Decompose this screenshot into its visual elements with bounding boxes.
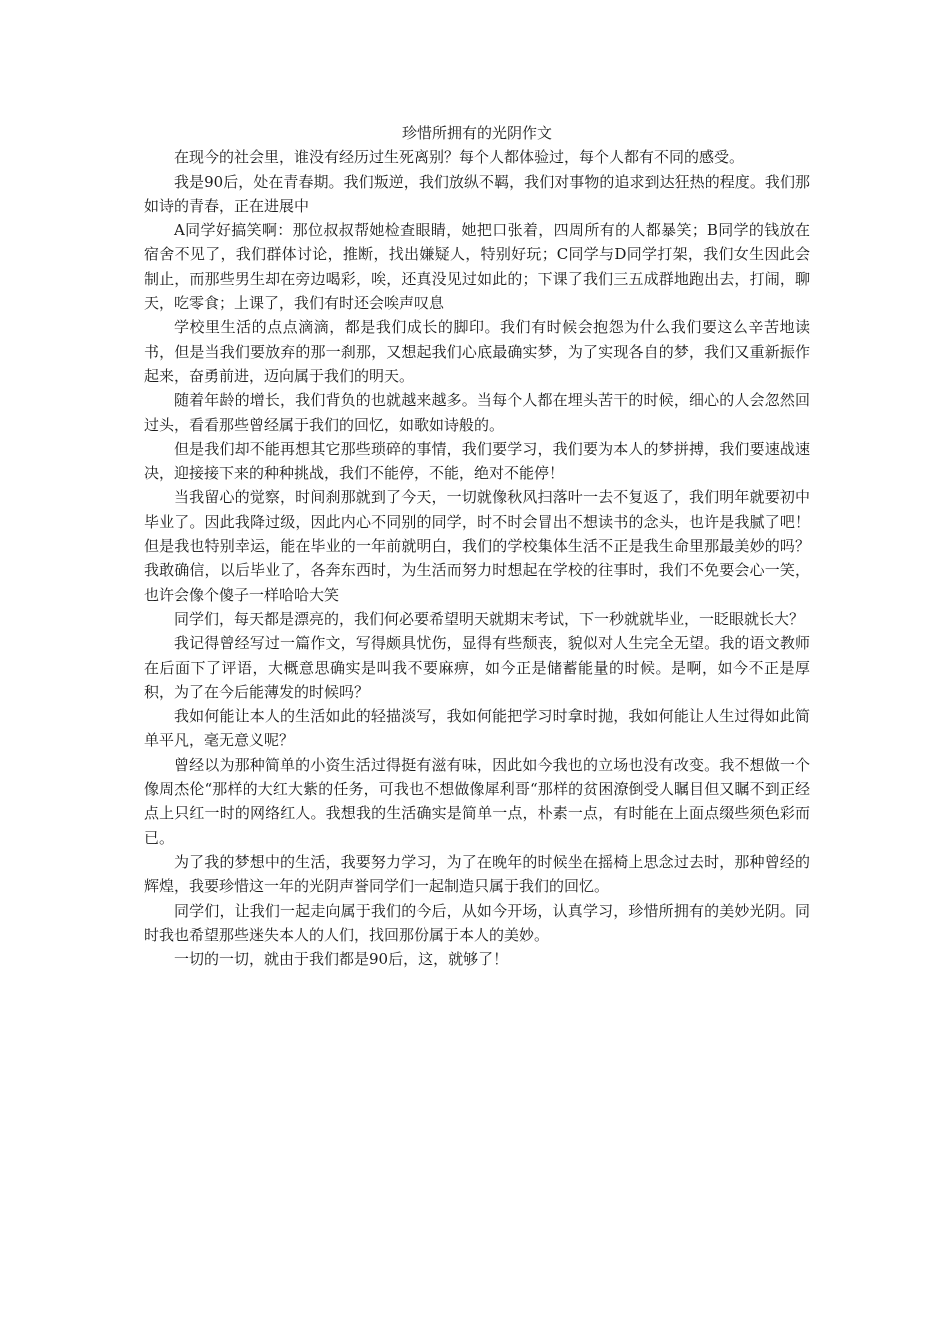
paragraph: 学校里生活的点点滴滴，都是我们成长的脚印。我们有时候会抱怨为什么我们要这么辛苦地读书，但是当我们要放弃的那一刹那，又想起我们心底最确实梦，为了实现各自的梦，我们又重新振作起来，奋勇前进，迈向属于我们的明天。: [144, 318, 810, 385]
paragraph: 随着年龄的增长，我们背负的也就越来越多。当每个人都在埋头苦干的时候，细心的人会忽然回过头，看看那些曾经属于我们的回忆，如歌如诗般的。: [144, 391, 810, 434]
paragraph: 但是我们却不能再想其它那些琐碎的事情，我们要学习，我们要为本人的梦拼搏，我们要速战速决，迎接接下来的种种挑战，我们不能停，不能，绝对不能停！: [144, 439, 810, 483]
paragraph: 我如何能让本人的生活如此的轻描淡写，我如何能把学习时拿时抛，我如何能让人生过得如此简单平凡，毫无意义呢？: [144, 707, 810, 750]
document-title: 珍惜所拥有的光阴作文: [401, 124, 552, 142]
paragraph: 一切的一切，就由于我们都是90后，这，就够了！: [174, 950, 509, 969]
paragraph: 同学们，让我们一起走向属于我们的今后，从如今开场，认真学习，珍惜所拥有的美妙光阴。同时我也希望那些迷失本人的人们，找回那份属于本人的美妙。: [144, 901, 810, 944]
paragraph: 同学们，每天都是漂亮的，我们何必要希望明天就期末考试，下一秒就就毕业，一眨眼就长大？: [174, 609, 805, 628]
paragraph: A同学好搞笑啊：那位叔叔帮她检查眼睛，她把口张着，四周所有的人都暴笑；B同学的钱放在宿舍不见了，我们群体讨论，推断，找出嫌疑人，特别好玩；C同学与D同学打架，我们女生因此会制止，而那些男生却在旁边喝彩，唉，还真没见过如此的；下课了我们三五成群地跑出去，打闹，聊天，吃零食；上课了，我们有时还会唉声叹息: [144, 221, 810, 313]
paragraph: 我记得曾经写过一篇作文，写得颇具忧伤，显得有些颓丧，貌似对人生完全无望。我的语文教师在后面下了评语，大概意思确实是叫我不要麻痹，如今正是储蓄能量的时候。是啊，如今不正是厚积，为了在今后能薄发的时候吗？: [144, 634, 810, 701]
paragraph: 曾经以为那种简单的小资生活过得挺有滋有味，因此如今我也的立场也没有改变。我不想做一个像周杰伦“那样的大红大紫的任务，可我也不想做像犀利哥“那样的贫困潦倒受人瞩目但又瞩不到正经点上只红一时的网络红人。我想我的生活确实是简单一点，朴素一点，有时能在上面点缀些须色彩而已。: [144, 755, 810, 847]
paragraph: 当我留心的觉察，时间刹那就到了今天，一切就像秋风扫落叶一去不复返了，我们明年就要初中毕业了。因此我降过级，因此内心不同别的同学，时不时会冒出不想读书的念头，也许是我腻了吧！但是我也特别幸运，能在毕业的一年前就明白，我们的学校集体生活不正是我生命里那最美妙的吗？我敢确信，以后毕业了，各奔东西时，为生活而努力时想起在学校的往事时，我们不免要会心一笑，也许会像个傻子一样哈哈大笑: [144, 488, 810, 604]
document-body: [144, 121, 810, 971]
paragraph: 我是90后，处在青春期。我们叛逆，我们放纵不羁，我们对事物的追求到达狂热的程度。我们那如诗的青春，正在进展中: [144, 172, 810, 215]
paragraph: 在现今的社会里，谁没有经历过生死离别？每个人都体验过，每个人都有不同的感受。: [174, 148, 745, 167]
paragraph: 为了我的梦想中的生活，我要努力学习，为了在晚年的时候坐在摇椅上思念过去时，那种曾经的辉煌，我要珍惜这一年的光阴声誉同学们一起制造只属于我们的回忆。: [144, 852, 810, 896]
